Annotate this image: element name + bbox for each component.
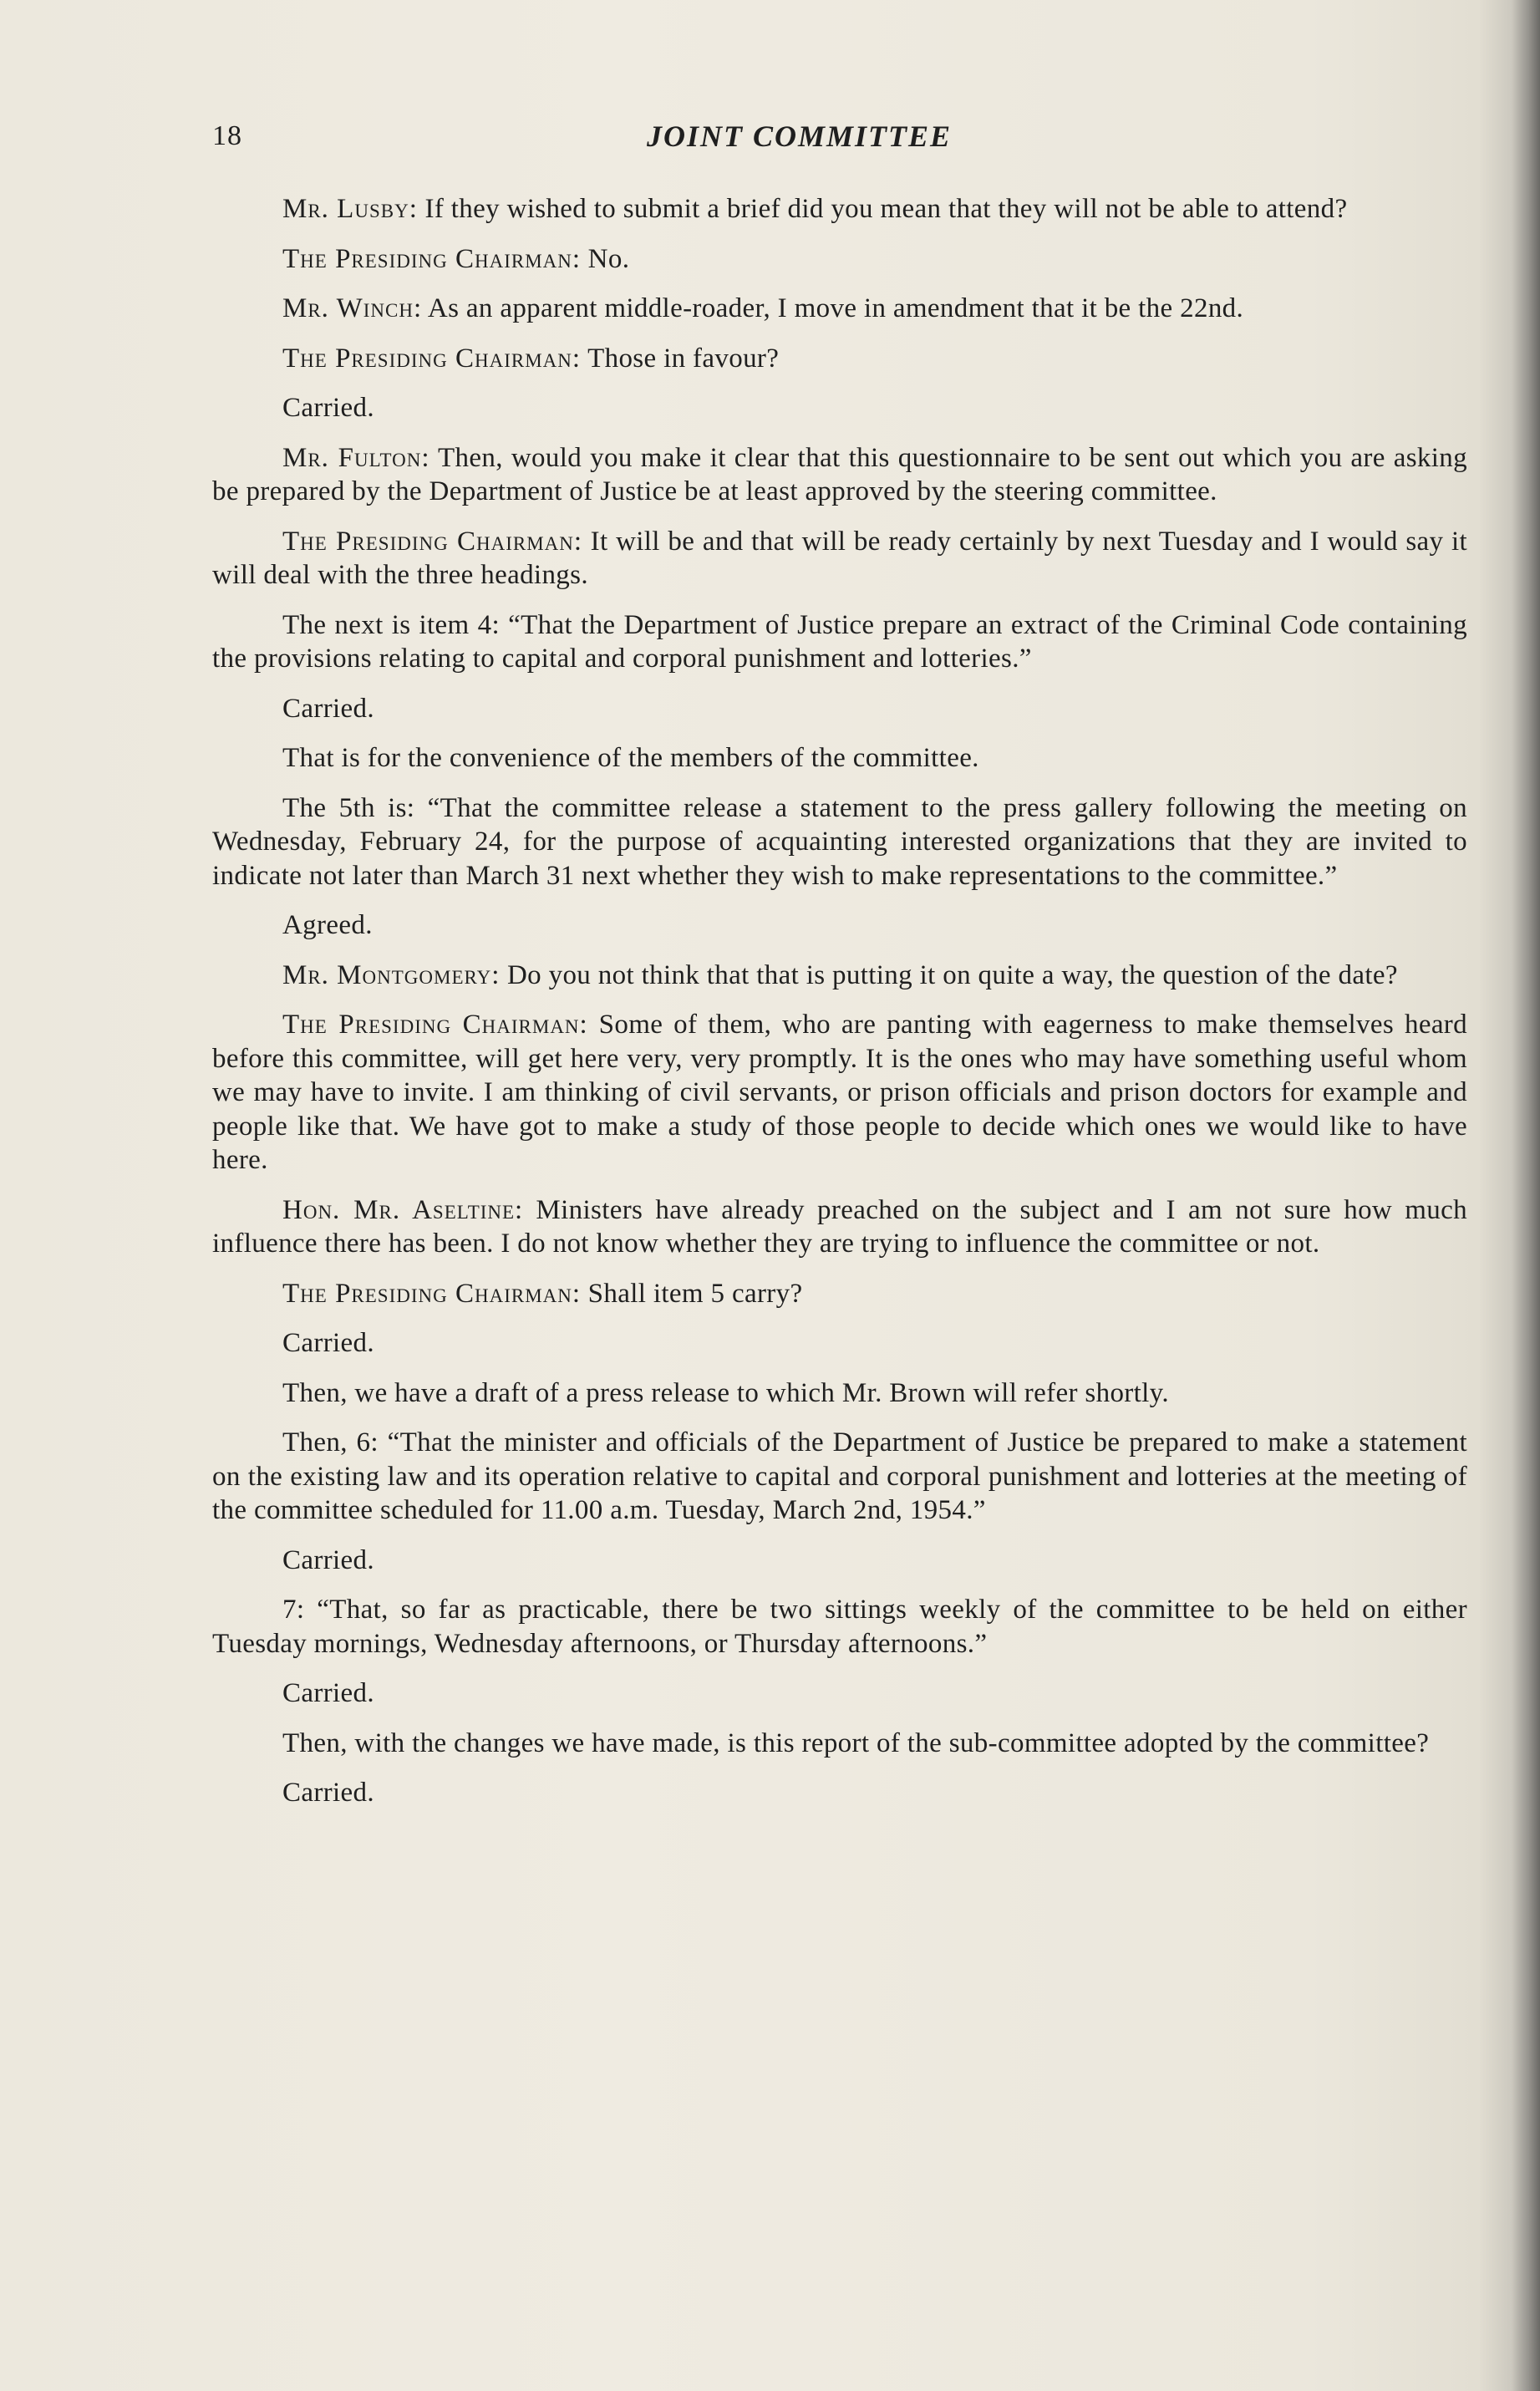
paragraph [212,391,1467,425]
paragraph-text: It will be and that will be ready certainly by next Tuesday and I would say it will deal with the three headings. [212,526,1467,590]
running-head: JOINT COMMITTEE [647,120,953,153]
paragraph-text: That is for the convenience of the members of the committee. [282,743,979,773]
speaker-name: The Presiding Chairman: [282,1010,588,1040]
paragraph-text: Shall item 5 carry? [581,1278,803,1309]
paragraph [212,959,1467,993]
paragraph [212,342,1467,376]
paragraph [212,608,1467,676]
paragraph-text: Then, would you make it clear that this questionnaire to be sent out which you are asking be prepared by the Department of Justice be at least approved by the steering committee. [212,442,1467,506]
speaker-name: Mr. Lusby: [282,194,418,224]
paragraph [212,908,1467,943]
paragraph [212,1326,1467,1361]
paragraph [212,1277,1467,1311]
paragraph [212,441,1467,509]
paragraph [212,692,1467,726]
paragraph-text: Ministers have already preached on the subject and I am not sure how much influence there has been. I do not know whether they are trying to influence the committee or not. [212,1194,1467,1259]
paragraph-text: Carried. [282,1328,375,1358]
paragraph [212,1727,1467,1761]
paragraph-text: Then, 6: “That the minister and officials of the Department of Justice be prepared to make a statement on the existing law and its operation relative to capital and corporal punishment and lotteries at the meeting of the committee scheduled for 11.00 a.m. Tuesday, March 2nd, 1954.” [212,1427,1467,1525]
paragraph-text: The 5th is: “That the committee release a statement to the press gallery following the meeting on Wednesday, February 24, for the purpose of acquainting interested organizations that they are invited to indicate not later than March 31 next whether they wish to make representations to the committee.” [212,792,1467,891]
paragraph [212,1776,1467,1810]
speaker-name: The Presiding Chairman: [282,526,583,557]
speaker-name: Mr. Winch: [282,293,423,323]
paragraph-text: Carried. [282,693,375,724]
paragraph-text: Do you not think that that is putting it on quite a way, the question of the date? [500,959,1398,990]
paragraph [212,1376,1467,1411]
paragraph-text: Some of them, who are panting with eagerness to make themselves heard before this committee, will get here very, very promptly. It is the ones who may have something useful whom we may have to invite. I am thinking of civil servants, or prison officials and prison doctors for example and people like that. We have got to make a study of those people to decide which ones we would like to have here. [212,1010,1468,1175]
paragraph-text: If they wished to submit a brief did you mean that they will not be able to attend? [417,194,1348,224]
paragraph-text: Those in favour? [581,343,780,374]
paragraph [212,1544,1467,1578]
paragraph-text: 7: “That, so far as practicable, there be two sittings weekly of the committee to be held on either Tuesday mornings, Wednesday afternoons, or Thursday afternoons.” [212,1595,1467,1659]
paragraph-text: Then, we have a draft of a press release to which Mr. Brown will refer shortly. [282,1377,1169,1408]
paragraph [212,1008,1467,1178]
paragraph-text: Carried. [282,1778,375,1808]
paragraph-text: The next is item 4: “That the Department of Justice prepare an extract of the Criminal Code containing the provisions relating to capital and corporal punishment and lotteries.” [212,609,1467,674]
speaker-name: The Presiding Chairman: [282,343,582,374]
paragraph-text: Then, with the changes we have made, is this report of the sub-committee adopted by the committee? [282,1727,1430,1758]
paragraph [212,525,1467,593]
speaker-name: The Presiding Chairman: [282,1278,582,1309]
paragraph [212,1193,1467,1261]
paragraph-text: No. [581,243,630,274]
paragraph [212,192,1467,226]
paragraph-text: Agreed. [282,910,373,940]
page-header [212,117,1466,155]
paragraph [212,791,1467,893]
speaker-name: Hon. Mr. Aseltine: [282,1194,524,1225]
paragraph-text: As an apparent middle-roader, I move in amendment that it be the 22nd. [422,293,1244,323]
speaker-name: Mr. Fulton: [282,442,430,473]
page-edge-shadow [1512,0,1540,2391]
page-number: 18 [212,120,242,151]
paragraph-text: Carried. [282,1678,375,1708]
paragraph [212,292,1467,326]
paragraph [212,1676,1467,1711]
paragraph-text: Carried. [282,1544,375,1575]
page-body [212,192,1467,1826]
paragraph [212,242,1467,277]
paragraph [212,741,1467,776]
paragraph-text: Carried. [282,393,375,423]
paragraph [212,1426,1467,1528]
speaker-name: Mr. Montgomery: [282,959,501,990]
speaker-name: The Presiding Chairman: [282,243,582,274]
paragraph [212,1593,1467,1661]
